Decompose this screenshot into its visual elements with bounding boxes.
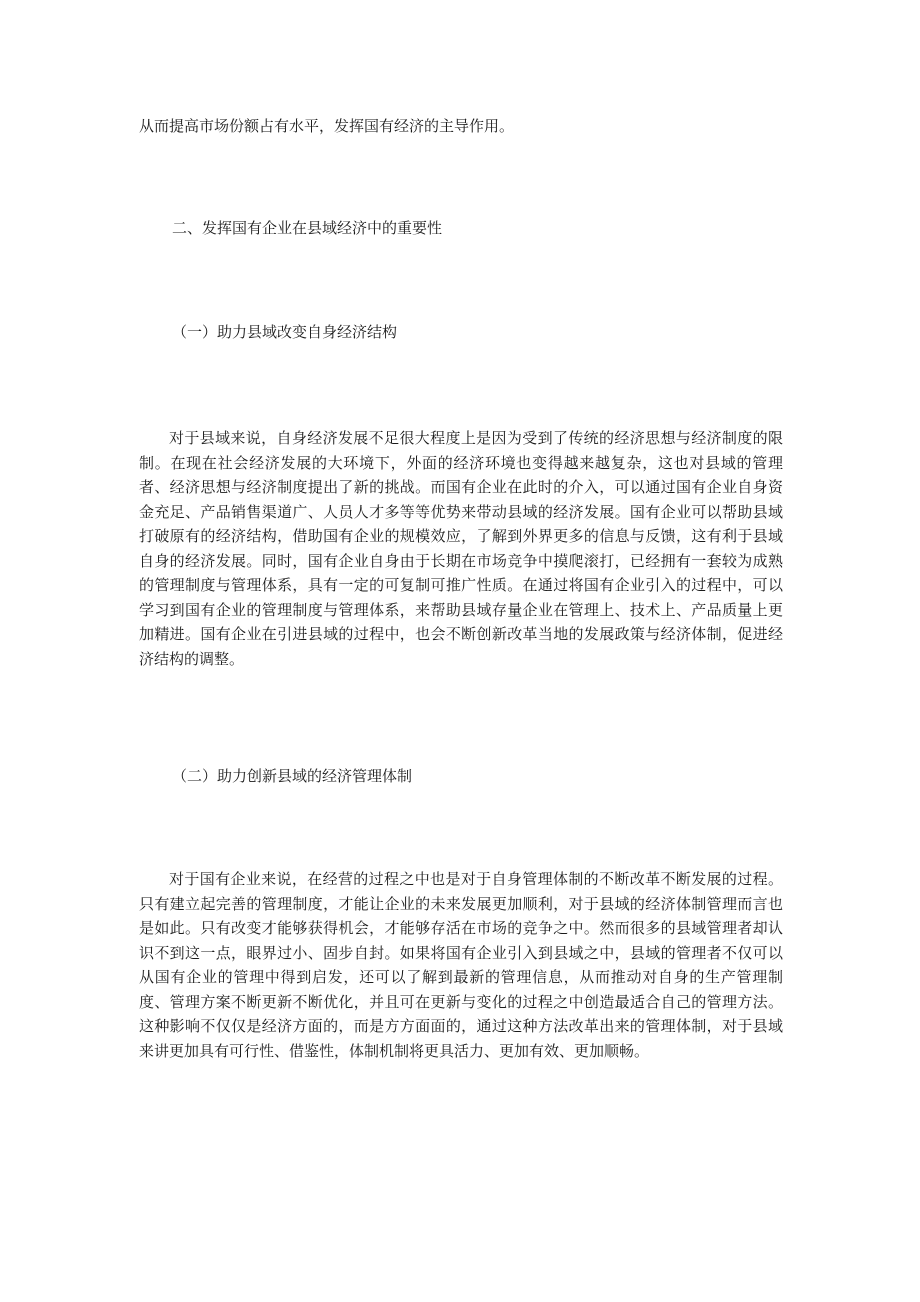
section-heading: 二、发挥国有企业在县域经济中的重要性 [172,219,443,237]
body-paragraph-1: 对于县域来说，自身经济发展不足很大程度上是因为受到了传统的经济思想与经济制度的限制。在现在社会经济发展的大环境下，外面的经济环境也变得越来越复杂，这也对县域的管理者、经济思想与经济制度提出了新的挑战。而国有企业在此时的介入，可以通过国有企业自身资金充足、产品销售渠道广、人员人才多等等优势来带动县域的经济发展。国有企业可以帮助县域打破原有的经济结构，借助国有企业的规模效应，了解到外界更多的信息与反馈，这有利于县域自身的经济发展。同时，国有企业自身由于长期在市场竞争中摸爬滚打，已经拥有一套较为成熟的管理制度与管理体系，具有一定的可复制可推广性质。在通过将国有企业引入的过程中，可以学习到国有企业的管理制度与管理体系，来帮助县域存量企业在管理上、技术上、产品质量上更加精进。国有企业在引进县域的过程中，也会不断创新改革当地的发展政策与经济体制，促进经济结构的调整。 [139,429,783,668]
intro-line: 从而提高市场份额占有水平，发挥国有经济的主导作用。 [139,117,515,135]
subsection-heading-1: （一）助力县域改变自身经济结构 [172,323,398,341]
body-paragraph-2: 对于国有企业来说，在经营的过程之中也是对于自身管理体制的不断改革不断发展的过程。只有建立起完善的管理制度，才能让企业的未来发展更加顺利，对于县域的经济体制管理而言也是如此。只有改变才能够获得机会，才能够存活在市场的竞争之中。然而很多的县域管理者却认识不到这一点，眼界过小、固步自封。如果将国有企业引入到县域之中，县域的管理者不仅可以从国有企业的管理中得到启发，还可以了解到最新的管理信息，从而推动对自身的生产管理制度、管理方案不断更新不断优化，并且可在更新与变化的过程之中创造最适合自己的管理方法。这种影响不仅仅是经济方面的，而是方方面面的，通过这种方法改革出来的管理体制，对于县域来讲更加具有可行性、借鉴性，体制机制将更具活力、更加有效、更加顺畅。 [139,870,783,1060]
subsection-heading-2: （二）助力创新县域的经济管理体制 [172,767,413,785]
